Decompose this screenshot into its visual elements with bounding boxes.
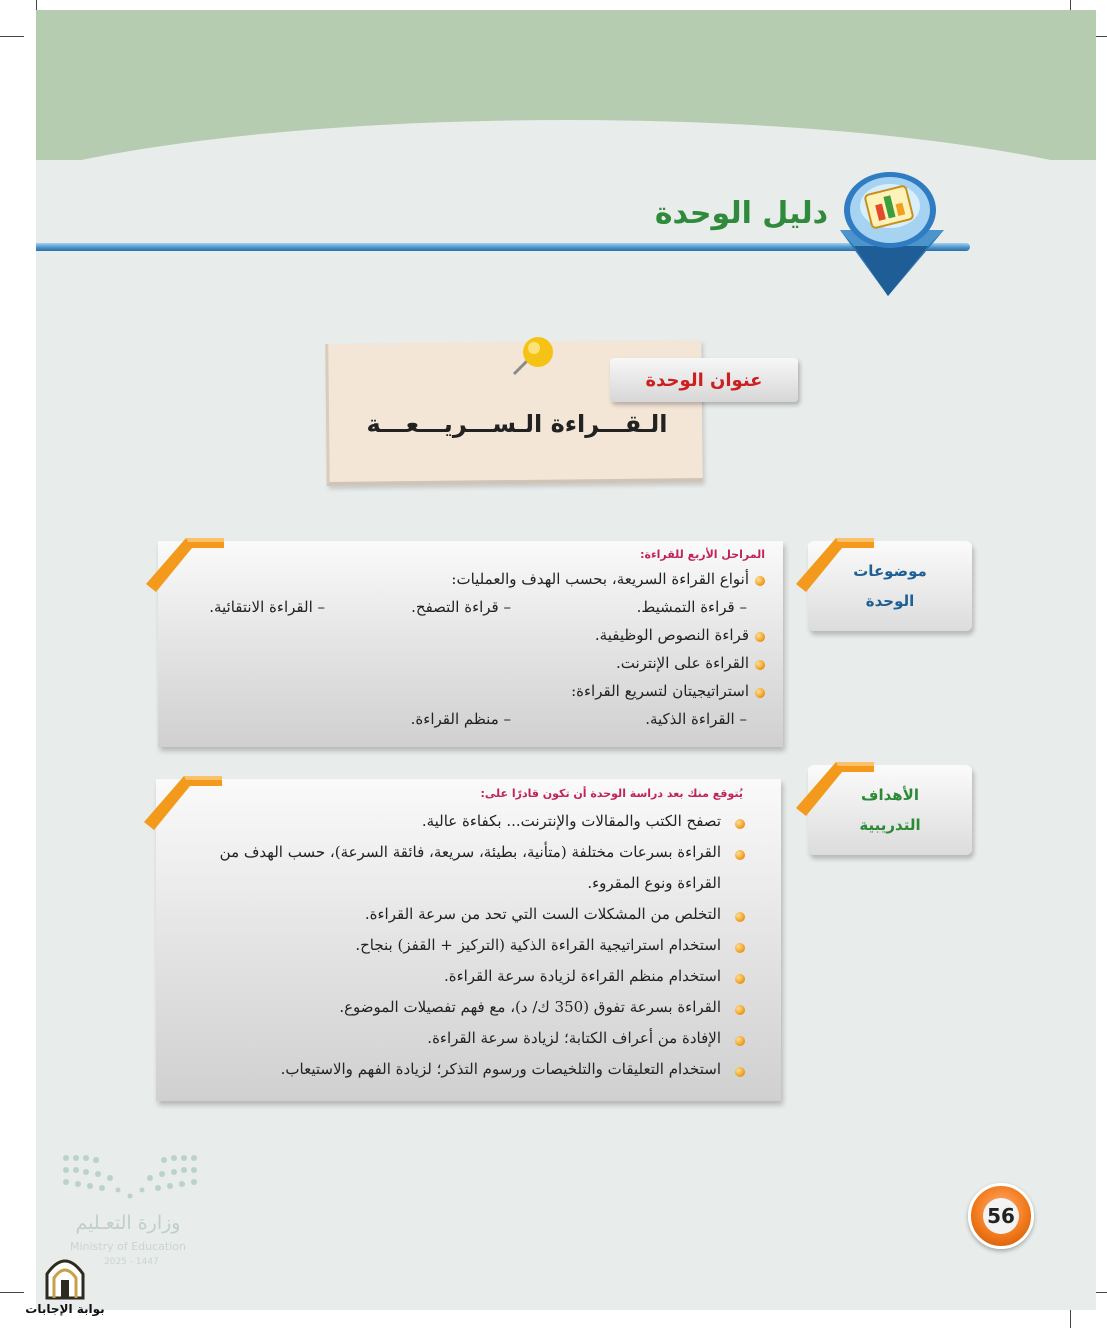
header-rule <box>36 243 970 251</box>
page-number: 56 <box>983 1198 1019 1234</box>
topics-label-line2: الوحدة <box>865 592 915 610</box>
topic-item: استراتيجيتان لتسريع القراءة: <box>571 682 749 700</box>
strategy-item: – منظم القراءة. <box>410 710 511 728</box>
reading-type-item: – القراءة الانتقائية. <box>209 598 325 616</box>
orange-corner-ribbon <box>146 530 226 592</box>
goal-item: القراءة بسرعات مختلفة (متأنية، بطيئة، سريعة، فائقة السرعة)، حسب الهدف من <box>219 843 721 861</box>
orange-corner-ribbon <box>144 768 224 830</box>
bullet-icon <box>735 912 745 922</box>
topic-item: قراءة النصوص الوظيفية. <box>594 626 749 644</box>
reading-type-item: – قراءة التصفح. <box>411 598 511 616</box>
bullet-icon <box>735 1005 745 1015</box>
topics-panel <box>158 541 783 747</box>
bullet-icon <box>735 1036 745 1046</box>
unit-title-label: عنوان الوحدة <box>610 358 798 402</box>
topics-heading: المراحل الأربع للقراءة: <box>640 548 765 561</box>
bullet-icon <box>755 688 765 698</box>
goal-item: التخلص من المشكلات الست التي تحد من سرعة القراءة. <box>364 905 721 923</box>
page-title: دليل الوحدة <box>654 196 828 231</box>
bullet-icon <box>735 850 745 860</box>
topic-item: أنواع القراءة السريعة، بحسب الهدف والعمليات: <box>451 570 749 588</box>
site-name: بوابة الإجابات <box>25 1302 105 1316</box>
bullet-icon <box>735 1067 745 1077</box>
goal-item: تصفح الكتب والمقالات والإنترنت... بكفاءة عالية. <box>421 812 721 830</box>
topics-label-line1: موضوعات <box>853 562 927 580</box>
goals-label-line1: الأهداف <box>861 786 919 804</box>
orange-corner-ribbon <box>796 754 876 816</box>
reading-type-item: – قراءة التمشيط. <box>636 598 747 616</box>
crop-mark <box>0 36 24 37</box>
site-logo-icon <box>42 1254 88 1300</box>
push-pin-icon <box>508 334 558 380</box>
unit-title: الـقـــراءة الـســـريـــعـــة <box>366 410 668 438</box>
bullet-icon <box>735 819 745 829</box>
bullet-icon <box>755 576 765 586</box>
strategy-item: – القراءة الذكية. <box>645 710 747 728</box>
goals-label-line2: التدريبية <box>859 816 921 834</box>
goal-item: استخدام منظم القراءة لزيادة سرعة القراءة. <box>443 967 721 985</box>
bullet-icon <box>735 943 745 953</box>
goal-item: الإفادة من أعراف الكتابة؛ لزيادة سرعة القراءة. <box>427 1029 721 1047</box>
page-number-badge <box>968 1183 1034 1249</box>
ministry-year: 2025 - 1447 <box>104 1257 159 1267</box>
goal-item: استخدام التعليقات والتلخيصات ورسوم التذكر؛ لزيادة الفهم والاستيعاب. <box>280 1060 721 1078</box>
goal-item: استخدام استراتيجية القراءة الذكية (التركيز + القفز) بنجاح. <box>355 936 721 954</box>
ministry-name-en: Ministry of Education <box>69 1240 186 1253</box>
crop-mark <box>0 1292 24 1293</box>
ministry-name-ar: وزارة التعـليم <box>75 1212 181 1234</box>
bullet-icon <box>755 660 765 670</box>
orange-corner-ribbon <box>796 530 876 592</box>
goals-heading: يُتوقع منك بعد دراسة الوحدة أن تكون قادرًا على: <box>480 787 743 800</box>
bullet-icon <box>735 974 745 984</box>
unit-guide-icon <box>832 168 952 298</box>
ministry-logo-icon <box>62 1154 198 1200</box>
goal-item-continuation: القراءة ونوع المقروء. <box>587 874 721 892</box>
goal-item: القراءة بسرعة تفوق (350 ك/ د)، مع فهم تفصيلات الموضوع. <box>339 998 721 1016</box>
goals-panel <box>156 779 781 1101</box>
topic-item: القراءة على الإنترنت. <box>615 654 749 672</box>
bullet-icon <box>755 632 765 642</box>
